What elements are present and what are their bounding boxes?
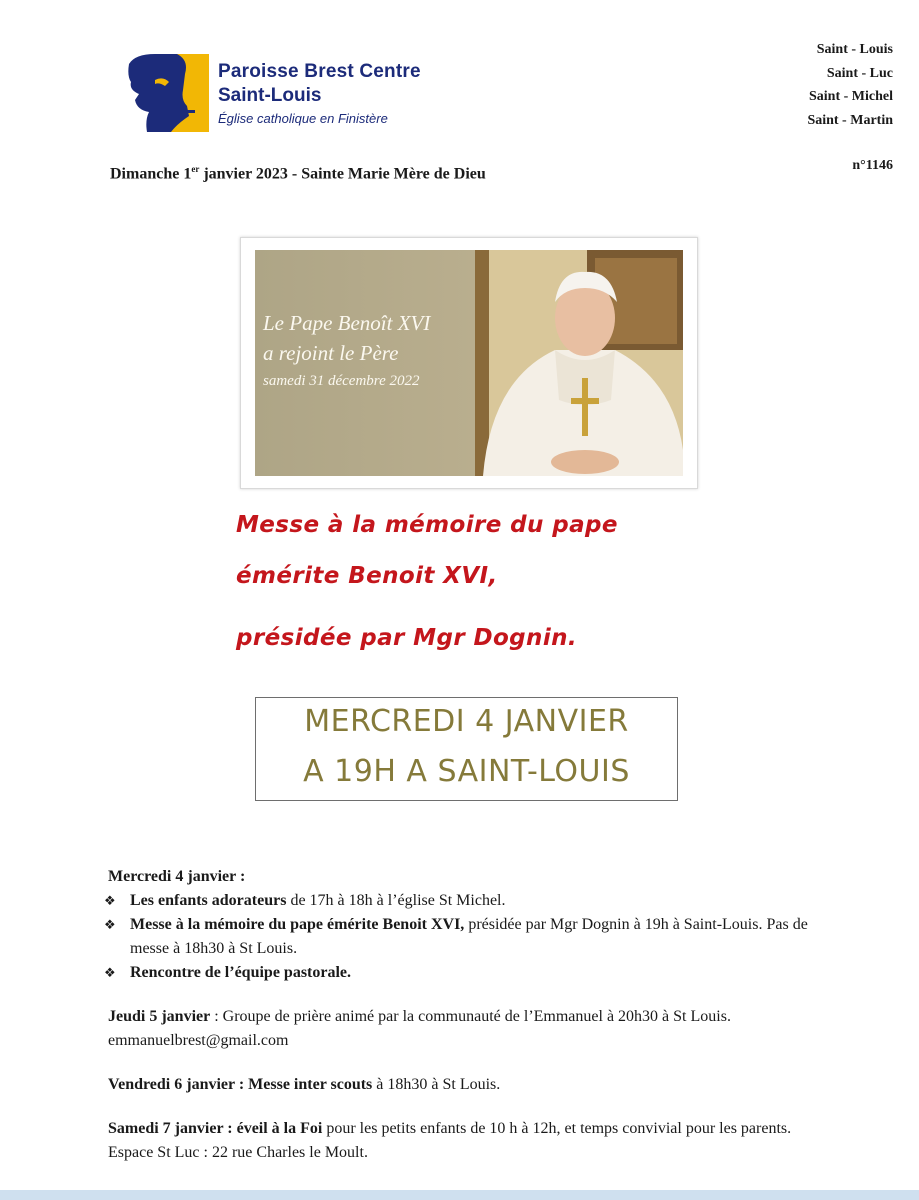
mass-date-line: MERCREDI 4 JANVIER xyxy=(304,704,629,739)
mass-time-location-line: A 19H A SAINT-LOUIS xyxy=(303,754,630,789)
date-ordinal: er xyxy=(191,164,200,174)
wednesday-title: Mercredi 4 janvier : xyxy=(108,868,246,885)
parish-item: Saint - Martin xyxy=(807,112,893,128)
item-bold: Rencontre de l’équipe pastorale. xyxy=(130,964,352,981)
thursday-title: Jeudi 5 janvier xyxy=(108,1008,211,1025)
friday-entry xyxy=(108,1073,828,1097)
thursday-text: : Groupe de prière animé par la communauté de l’Emmanuel à 20h30 à St Louis. emmanuelbrest@gmail.com xyxy=(108,1008,731,1049)
saturday-text: pour les petits enfants de 10 h à 12h, et temps convivial pour les parents. Espace St Luc : 22 rue Charles le Moult. xyxy=(108,1120,792,1161)
date-prefix: Dimanche 1 xyxy=(110,165,192,183)
diamond-bullet-icon: ❖ xyxy=(104,965,116,980)
diamond-bullet-icon: ❖ xyxy=(104,893,116,908)
org-name-line1: Paroisse Brest Centre xyxy=(218,61,421,82)
caption-line2: a rejoint le Père xyxy=(263,341,399,365)
item-bold: Les enfants adorateurs xyxy=(130,892,287,909)
parish-logo xyxy=(125,50,211,136)
parish-list xyxy=(807,38,893,132)
issue-number: n°1146 xyxy=(852,158,893,173)
friday-text: à 18h30 à St Louis. xyxy=(372,1076,501,1093)
memorial-photo xyxy=(255,250,683,476)
item-text: présidée par Mgr Dognin à 19h à Saint-Louis. Pas de messe à 18h30 à St Louis. xyxy=(130,916,808,957)
bulletin-date xyxy=(110,164,486,183)
saturday-title: Samedi 7 janvier : éveil à la Foi xyxy=(108,1120,323,1137)
date-suffix: janvier 2023 - Sainte Marie Mère de Dieu xyxy=(199,165,486,183)
org-name-line2: Saint-Louis xyxy=(218,85,322,106)
mass-announcement-line1: Messe à la mémoire du pape xyxy=(236,512,618,538)
mass-announcement-line2: émérite Benoit XVI, xyxy=(236,563,498,589)
mass-date-box xyxy=(255,697,678,801)
parish-item: Saint - Luc xyxy=(826,65,893,81)
saturday-entry xyxy=(108,1117,828,1165)
wednesday-list xyxy=(104,889,828,985)
item-text: de 17h à 18h à l’église St Michel. xyxy=(286,892,506,909)
list-item xyxy=(104,889,828,913)
list-item xyxy=(104,913,828,961)
page-bottom-edge xyxy=(0,1190,919,1200)
list-item xyxy=(104,961,828,985)
memorial-caption xyxy=(263,308,430,394)
weekly-schedule xyxy=(104,865,828,1165)
mass-announcement-line3: présidée par Mgr Dognin. xyxy=(236,625,578,651)
memorial-photo-card xyxy=(240,237,698,489)
parish-item: Saint - Michel xyxy=(809,89,893,104)
org-tagline: Église catholique en Finistère xyxy=(218,111,388,126)
parish-item: Saint - Louis xyxy=(816,42,893,57)
parish-name xyxy=(218,60,421,130)
friday-title: Vendredi 6 janvier : Messe inter scouts xyxy=(108,1076,373,1093)
thursday-entry xyxy=(108,1005,828,1053)
diamond-bullet-icon: ❖ xyxy=(104,917,116,932)
caption-line1: Le Pape Benoît XVI xyxy=(263,311,431,335)
item-bold: Messe à la mémoire du pape émérite Benoit XVI, xyxy=(130,916,465,933)
caption-date: samedi 31 décembre 2022 xyxy=(263,373,420,389)
